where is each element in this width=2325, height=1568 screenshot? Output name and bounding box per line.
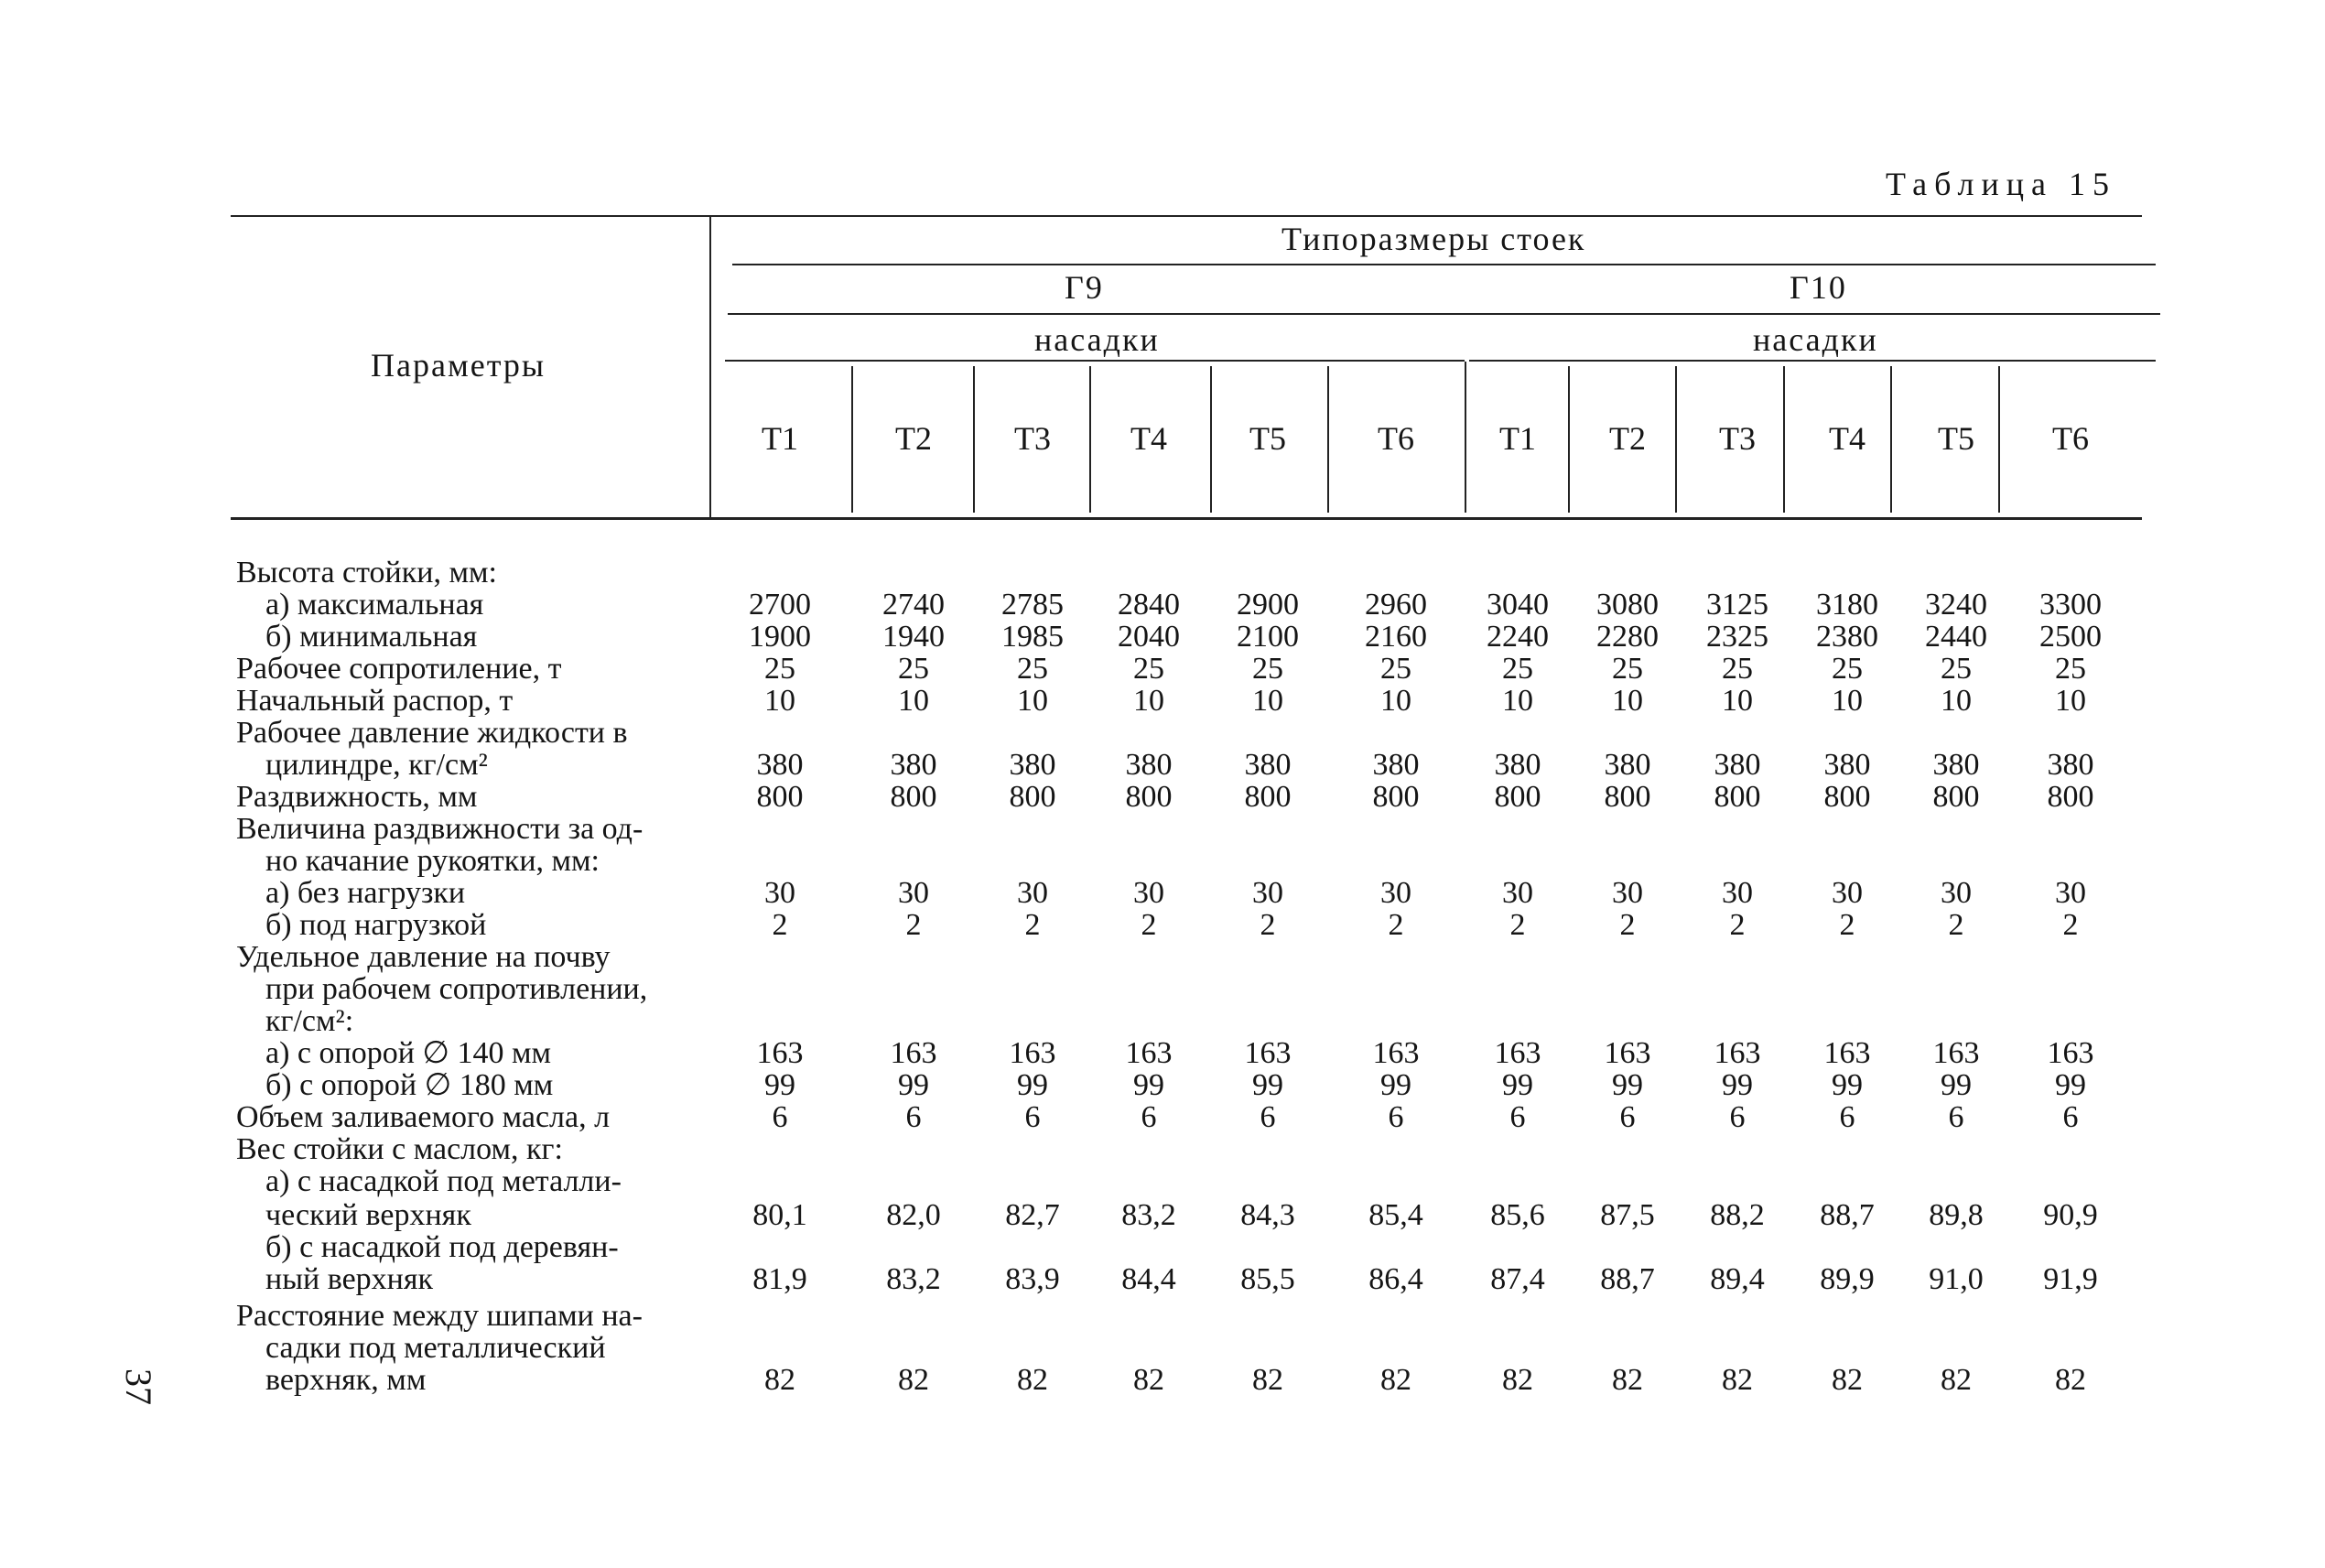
table-cell: 99: [1017, 1068, 1048, 1102]
table-cell: 99: [1252, 1068, 1283, 1102]
table-cell: 85,6: [1490, 1198, 1545, 1232]
row-label: б) с насадкой под деревян-: [265, 1230, 619, 1264]
table-cell: 99: [898, 1068, 929, 1102]
row-label: б) минимальная: [265, 620, 478, 654]
table-cell: 80,1: [752, 1198, 807, 1232]
table-cell: 2: [1948, 908, 1964, 942]
table-cell: 99: [2055, 1068, 2086, 1102]
table-cell: 2: [2062, 908, 2079, 942]
table-row: [0, 877, 2325, 910]
table-cell: 2040: [1118, 620, 1180, 654]
table-cell: 25: [1017, 652, 1048, 686]
table-cell: 2280: [1596, 620, 1659, 654]
table-cell: 163: [1823, 1036, 1871, 1070]
table-cell: 2740: [882, 588, 945, 622]
table-cell: 2960: [1365, 588, 1427, 622]
table-cell: 99: [1502, 1068, 1533, 1102]
table-row: [0, 1364, 2325, 1397]
table-cell: 2: [1024, 908, 1041, 942]
table-cell: 30: [1612, 876, 1643, 910]
col-divider: [1890, 366, 1892, 513]
table-cell: 82: [2055, 1363, 2086, 1397]
types-header: Типоразмеры стоек: [1281, 221, 1586, 257]
col-divider: [851, 366, 853, 513]
table-cell: 380: [1494, 748, 1541, 782]
col-divider: [1783, 366, 1785, 513]
params-divider: [709, 217, 711, 517]
table-row: [0, 653, 2325, 686]
column-header-3: Т3: [1014, 420, 1051, 457]
table-cell: 82: [1017, 1363, 1048, 1397]
table-cell: 800: [1932, 780, 1980, 814]
table-cell: 6: [1839, 1100, 1855, 1134]
column-header-8: Т2: [1609, 420, 1646, 457]
table-cell: 2: [772, 908, 788, 942]
table-cell: 86,4: [1368, 1262, 1423, 1296]
table-cell: 2700: [749, 588, 811, 622]
table-cell: 91,9: [2043, 1262, 2098, 1296]
table-cell: 1985: [1001, 620, 1064, 654]
table-row: [0, 621, 2325, 654]
table-cell: 6: [1388, 1100, 1404, 1134]
table-cell: 800: [1244, 780, 1292, 814]
table-row: [0, 973, 2325, 1006]
column-header-5: Т5: [1249, 420, 1286, 457]
group-g10-header: Г10: [1790, 269, 1847, 306]
table-cell: 800: [1823, 780, 1871, 814]
table-cell: 91,0: [1929, 1262, 1984, 1296]
table-cell: 82: [1252, 1363, 1283, 1397]
table-cell: 82,0: [886, 1198, 941, 1232]
table-top-rule: [231, 215, 2142, 217]
table-cell: 10: [1612, 684, 1643, 718]
table-row: [0, 749, 2325, 782]
table-cell: 2785: [1001, 588, 1064, 622]
table-row: [0, 1332, 2325, 1365]
table-cell: 30: [1133, 876, 1164, 910]
table-row: [0, 1101, 2325, 1134]
table-cell: 30: [1941, 876, 1972, 910]
row-label: но качание рукоятки, мм:: [265, 844, 600, 878]
table-cell: 2: [1260, 908, 1276, 942]
table-cell: 3125: [1706, 588, 1768, 622]
table-row: [0, 589, 2325, 622]
table-row: [0, 1199, 2325, 1232]
table-cell: 800: [1494, 780, 1541, 814]
table-cell: 84,3: [1240, 1198, 1295, 1232]
table-cell: 25: [1380, 652, 1411, 686]
row-label: Начальный распор, т: [236, 684, 514, 718]
table-cell: 380: [1009, 748, 1056, 782]
table-cell: 10: [1722, 684, 1753, 718]
table-cell: 2: [1839, 908, 1855, 942]
table-cell: 30: [1252, 876, 1283, 910]
table-cell: 25: [1722, 652, 1753, 686]
table-cell: 2240: [1487, 620, 1549, 654]
table-row: [0, 813, 2325, 846]
table-row: [0, 1263, 2325, 1296]
nozzles-header-g9: насадки: [1034, 321, 1160, 358]
table-row: [0, 1069, 2325, 1102]
row-label: Вес стойки с маслом, кг:: [236, 1132, 563, 1166]
table-cell: 25: [1502, 652, 1533, 686]
params-header: Параметры: [371, 347, 546, 384]
table-cell: 3080: [1596, 588, 1659, 622]
table-cell: 30: [1722, 876, 1753, 910]
table-cell: 82: [1133, 1363, 1164, 1397]
table-cell: 89,8: [1929, 1198, 1984, 1232]
row-label: Рабочее давление жидкости в: [236, 716, 628, 750]
table-cell: 800: [2047, 780, 2094, 814]
table-row: [0, 1231, 2325, 1264]
table-cell: 380: [1932, 748, 1980, 782]
table-row: [0, 1133, 2325, 1166]
column-header-9: Т3: [1719, 420, 1756, 457]
row-label: кг/см²:: [265, 1004, 354, 1038]
table-cell: 2325: [1706, 620, 1768, 654]
table-cell: 800: [1009, 780, 1056, 814]
table-cell: 6: [1509, 1100, 1526, 1134]
table-cell: 163: [1244, 1036, 1292, 1070]
table-cell: 30: [764, 876, 795, 910]
table-cell: 88,7: [1820, 1198, 1875, 1232]
table-cell: 380: [756, 748, 804, 782]
table-cell: 163: [2047, 1036, 2094, 1070]
table-cell: 380: [1372, 748, 1420, 782]
table-row: [0, 557, 2325, 589]
column-header-6: Т6: [1378, 420, 1414, 457]
table-cell: 163: [1125, 1036, 1173, 1070]
table-cell: 163: [1714, 1036, 1761, 1070]
table-cell: 3040: [1487, 588, 1549, 622]
col-divider: [1327, 366, 1329, 513]
row-label: Рабочее сопротиление, т: [236, 652, 562, 686]
table-cell: 2: [1141, 908, 1157, 942]
col-divider: [1465, 362, 1466, 513]
row-label: ный верхняк: [265, 1262, 434, 1296]
column-header-4: Т4: [1130, 420, 1167, 457]
table-cell: 82: [764, 1363, 795, 1397]
table-cell: 99: [1722, 1068, 1753, 1102]
row-label: Расстояние между шипами на-: [236, 1299, 643, 1333]
table-cell: 88,7: [1600, 1262, 1655, 1296]
table-row: [0, 1037, 2325, 1070]
types-underline: [732, 264, 2156, 265]
table-cell: 99: [1380, 1068, 1411, 1102]
table-cell: 10: [1252, 684, 1283, 718]
table-cell: 82: [1380, 1363, 1411, 1397]
column-header-10: Т4: [1829, 420, 1865, 457]
table-cell: 163: [1372, 1036, 1420, 1070]
table-cell: 3240: [1925, 588, 1987, 622]
table-cell: 10: [1133, 684, 1164, 718]
column-header-2: Т2: [895, 420, 932, 457]
table-cell: 2: [1729, 908, 1746, 942]
table-cell: 380: [1125, 748, 1173, 782]
nozzles-underline-left: [725, 360, 1465, 362]
table-cell: 82,7: [1005, 1198, 1060, 1232]
groups-underline: [728, 313, 2160, 315]
table-cell: 10: [764, 684, 795, 718]
row-label: Удельное давление на почву: [236, 940, 611, 974]
row-label: Объем заливаемого масла, л: [236, 1100, 611, 1134]
table-cell: 800: [1714, 780, 1761, 814]
table-cell: 30: [1380, 876, 1411, 910]
table-cell: 30: [1017, 876, 1048, 910]
table-cell: 99: [1612, 1068, 1643, 1102]
col-divider: [1998, 366, 2000, 513]
table-cell: 83,2: [1121, 1198, 1176, 1232]
table-cell: 1900: [749, 620, 811, 654]
col-divider: [1210, 366, 1212, 513]
table-row: [0, 941, 2325, 974]
table-cell: 10: [1832, 684, 1863, 718]
table-cell: 89,4: [1710, 1262, 1765, 1296]
table-cell: 87,4: [1490, 1262, 1545, 1296]
table-cell: 99: [1133, 1068, 1164, 1102]
table-cell: 163: [1604, 1036, 1651, 1070]
table-cell: 30: [898, 876, 929, 910]
table-cell: 6: [1141, 1100, 1157, 1134]
table-cell: 82: [1941, 1363, 1972, 1397]
table-cell: 10: [1502, 684, 1533, 718]
table-cell: 83,2: [886, 1262, 941, 1296]
row-label: а) без нагрузки: [265, 876, 466, 910]
table-cell: 82: [1832, 1363, 1863, 1397]
header-bottom-rule: [231, 517, 2142, 520]
col-divider: [1089, 366, 1091, 513]
table-row: [0, 909, 2325, 942]
table-cell: 10: [1941, 684, 1972, 718]
col-divider: [973, 366, 975, 513]
table-cell: 83,9: [1005, 1262, 1060, 1296]
row-label: цилиндре, кг/см²: [265, 748, 488, 782]
row-label: верхняк, мм: [265, 1363, 427, 1397]
table-cell: 99: [1941, 1068, 1972, 1102]
table-cell: 6: [1729, 1100, 1746, 1134]
table-cell: 163: [890, 1036, 937, 1070]
table-cell: 25: [1612, 652, 1643, 686]
table-row: [0, 845, 2325, 878]
column-header-12: Т6: [2052, 420, 2089, 457]
row-label: а) с опорой ∅ 140 мм: [265, 1036, 552, 1070]
table-row: [0, 1165, 2325, 1198]
table-cell: 800: [756, 780, 804, 814]
nozzles-header-g10: насадки: [1753, 321, 1878, 358]
table-cell: 99: [764, 1068, 795, 1102]
table-row: [0, 717, 2325, 750]
table-cell: 10: [1380, 684, 1411, 718]
table-cell: 6: [905, 1100, 922, 1134]
row-label: б) под нагрузкой: [265, 908, 487, 942]
table-cell: 6: [2062, 1100, 2079, 1134]
table-cell: 81,9: [752, 1262, 807, 1296]
table-cell: 2840: [1118, 588, 1180, 622]
table-cell: 6: [1948, 1100, 1964, 1134]
table-cell: 800: [890, 780, 937, 814]
row-label: садки под металлический: [265, 1331, 606, 1365]
table-cell: 2: [1619, 908, 1636, 942]
col-divider: [1568, 366, 1570, 513]
table-cell: 3300: [2039, 588, 2102, 622]
table-cell: 2440: [1925, 620, 1987, 654]
table-cell: 380: [1823, 748, 1871, 782]
group-g9-header: Г9: [1065, 269, 1104, 306]
table-cell: 82: [1612, 1363, 1643, 1397]
table-cell: 6: [1260, 1100, 1276, 1134]
table-cell: 25: [1832, 652, 1863, 686]
table-cell: 87,5: [1600, 1198, 1655, 1232]
table-cell: 800: [1372, 780, 1420, 814]
table-cell: 25: [1252, 652, 1283, 686]
row-label: а) с насадкой под металли-: [265, 1164, 622, 1198]
table-cell: 6: [1024, 1100, 1041, 1134]
table-cell: 89,9: [1820, 1262, 1875, 1296]
row-label: ческий верхняк: [265, 1198, 471, 1232]
table-cell: 30: [2055, 876, 2086, 910]
table-cell: 6: [772, 1100, 788, 1134]
table-cell: 380: [890, 748, 937, 782]
column-header-11: Т5: [1938, 420, 1974, 457]
table-cell: 30: [1832, 876, 1863, 910]
table-cell: 88,2: [1710, 1198, 1765, 1232]
row-label: при рабочем сопротивлении,: [265, 972, 648, 1006]
row-label: б) с опорой ∅ 180 мм: [265, 1068, 554, 1102]
page-number: 37: [118, 1368, 159, 1405]
table-cell: 90,9: [2043, 1198, 2098, 1232]
table-row: [0, 1005, 2325, 1038]
table-cell: 800: [1125, 780, 1173, 814]
table-row: [0, 781, 2325, 814]
table-cell: 10: [898, 684, 929, 718]
table-cell: 1940: [882, 620, 945, 654]
table-cell: 163: [1494, 1036, 1541, 1070]
table-cell: 800: [1604, 780, 1651, 814]
table-caption: Таблица 15: [1886, 166, 2116, 202]
table-cell: 25: [1133, 652, 1164, 686]
nozzles-underline-right: [1469, 360, 2156, 362]
table-cell: 380: [1714, 748, 1761, 782]
table-cell: 2: [1509, 908, 1526, 942]
table-cell: 3180: [1816, 588, 1878, 622]
table-cell: 6: [1619, 1100, 1636, 1134]
table-cell: 25: [764, 652, 795, 686]
table-cell: 25: [2055, 652, 2086, 686]
row-label: Раздвижность, мм: [236, 780, 478, 814]
row-label: Величина раздвижности за од-: [236, 812, 643, 846]
column-header-1: Т1: [762, 420, 798, 457]
table-cell: 30: [1502, 876, 1533, 910]
table-cell: 163: [756, 1036, 804, 1070]
table-cell: 84,4: [1121, 1262, 1176, 1296]
table-cell: 25: [898, 652, 929, 686]
table-cell: 82: [1722, 1363, 1753, 1397]
column-header-7: Т1: [1499, 420, 1536, 457]
table-row: [0, 1300, 2325, 1333]
table-cell: 2: [1388, 908, 1404, 942]
table-cell: 2: [905, 908, 922, 942]
table-cell: 380: [2047, 748, 2094, 782]
table-cell: 2160: [1365, 620, 1427, 654]
table-cell: 85,5: [1240, 1262, 1295, 1296]
table-cell: 10: [2055, 684, 2086, 718]
table-cell: 82: [898, 1363, 929, 1397]
table-cell: 82: [1502, 1363, 1533, 1397]
table-cell: 85,4: [1368, 1198, 1423, 1232]
table-cell: 380: [1604, 748, 1651, 782]
table-cell: 2500: [2039, 620, 2102, 654]
table-cell: 99: [1832, 1068, 1863, 1102]
table-cell: 2900: [1237, 588, 1299, 622]
table-cell: 2380: [1816, 620, 1878, 654]
table-cell: 380: [1244, 748, 1292, 782]
table-cell: 10: [1017, 684, 1048, 718]
table-row: [0, 685, 2325, 718]
table-cell: 163: [1932, 1036, 1980, 1070]
table-cell: 163: [1009, 1036, 1056, 1070]
table-cell: 2100: [1237, 620, 1299, 654]
row-label: а) максимальная: [265, 588, 484, 622]
row-label: Высота стойки, мм:: [236, 556, 497, 589]
table-cell: 25: [1941, 652, 1972, 686]
col-divider: [1675, 366, 1677, 513]
